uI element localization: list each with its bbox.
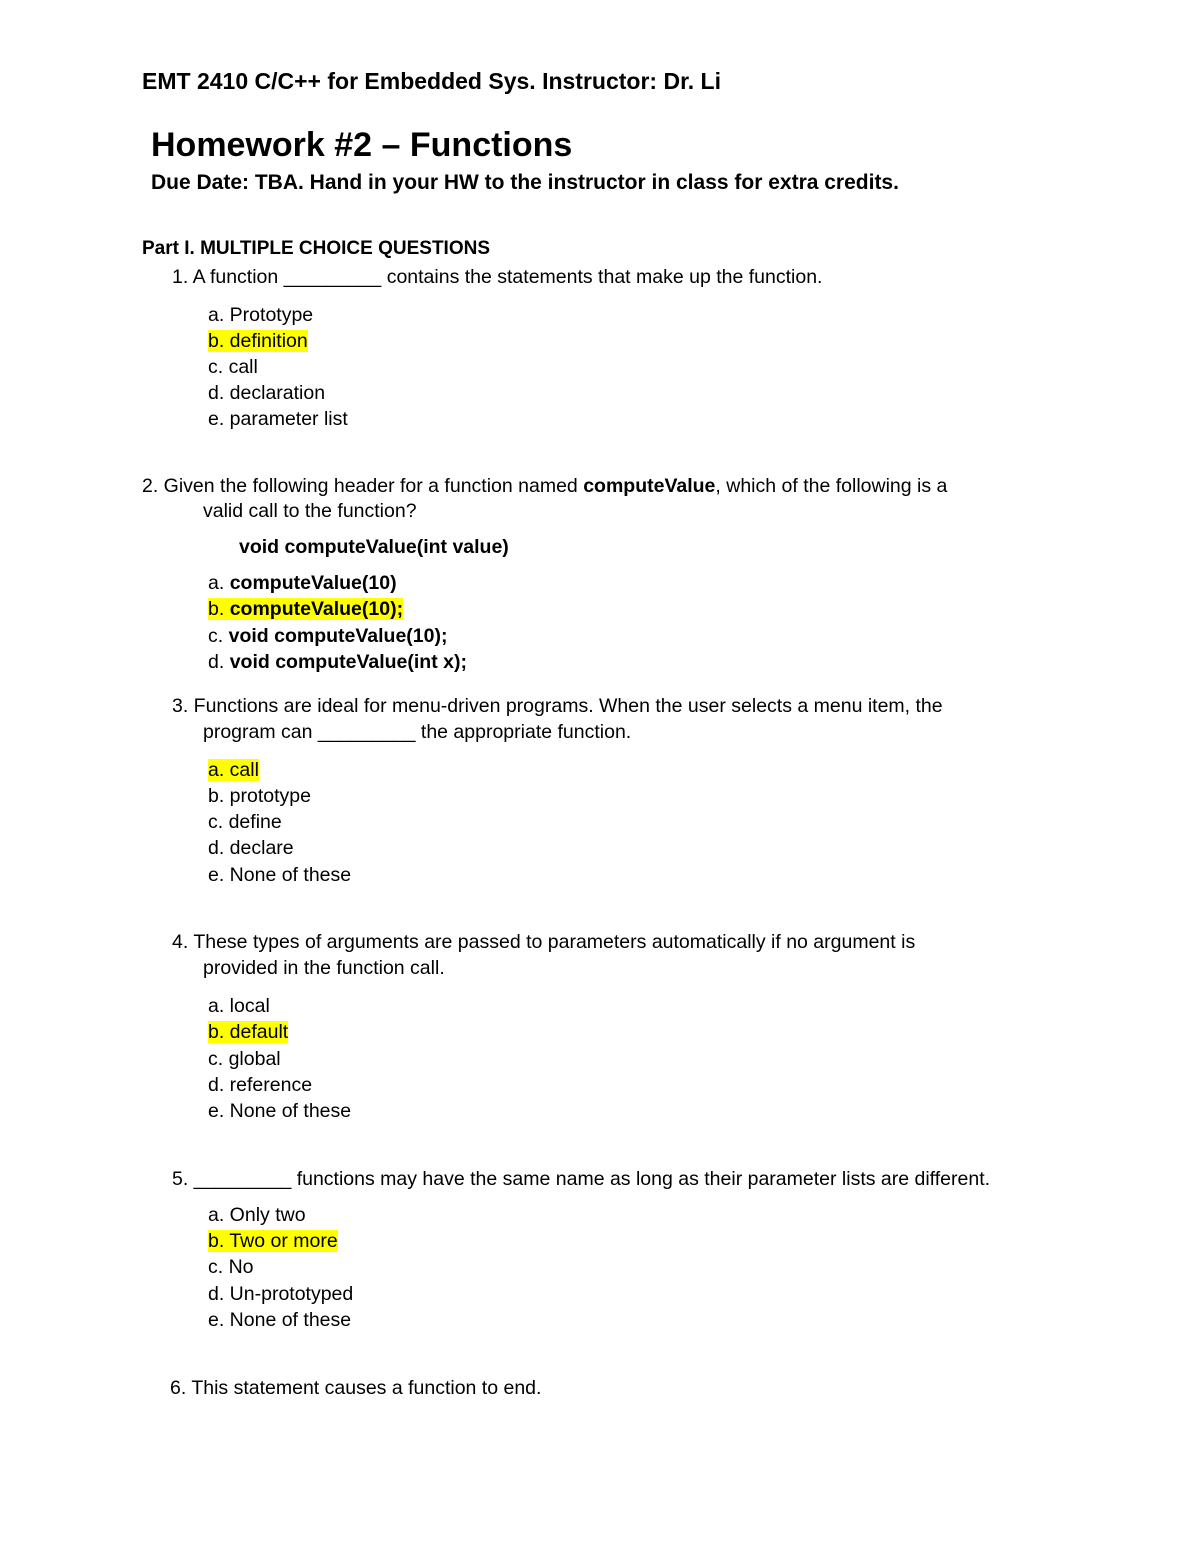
question-2-option-d (208, 649, 467, 675)
question-4-option-e (208, 1098, 351, 1124)
part-heading: Part I. MULTIPLE CHOICE QUESTIONS (142, 238, 491, 259)
option-letter: a. (208, 572, 230, 594)
question-4-option-a (208, 993, 270, 1019)
question-4-line-2: provided in the function call. (203, 957, 445, 979)
question-2-header-code: void computeValue(int value) (239, 536, 509, 558)
question-3-option-a (208, 757, 259, 783)
option-label: e. None of these (208, 1100, 352, 1122)
option-code: void computeValue(int x); (229, 651, 467, 673)
question-2-option-a (208, 570, 397, 596)
q2-text-pre: 2. Given the following header for a function named (142, 475, 584, 497)
question-1-option-d (208, 380, 325, 406)
answer-highlight: b. definition (208, 330, 308, 352)
question-5-option-d (208, 1281, 353, 1307)
option-label: c. No (208, 1256, 254, 1278)
question-4-option-b (208, 1019, 288, 1045)
question-3-line-1: 3. Functions are ideal for menu-driven programs. When the user selects a menu item, the (172, 695, 943, 717)
question-2-line-2: valid call to the function? (203, 500, 417, 522)
option-code: computeValue(10); (229, 598, 404, 620)
question-1-text: 1. A function _________ contains the statements that make up the function. (172, 266, 823, 288)
answer-highlight: b. Two or more (208, 1230, 338, 1252)
q2-function-name: computeValue (583, 475, 716, 497)
answer-highlight: a. call (208, 759, 259, 781)
option-label: a. Prototype (208, 304, 314, 326)
option-label: e. None of these (208, 864, 352, 886)
question-5-option-e (208, 1307, 351, 1333)
question-3-line-2: program can _________ the appropriate function. (203, 721, 632, 743)
answer-highlight: b. default (208, 1021, 289, 1043)
option-label: c. global (208, 1048, 281, 1070)
question-1-option-e (208, 406, 348, 432)
question-4-option-d (208, 1072, 312, 1098)
course-header: EMT 2410 C/C++ for Embedded Sys. Instructor: Dr. Li (142, 68, 721, 94)
question-3-option-c (208, 809, 282, 835)
q2-text-post: , which of the following is a (715, 475, 948, 497)
option-label: b. prototype (208, 785, 311, 807)
option-label: d. declaration (208, 382, 326, 404)
option-label: e. parameter list (208, 408, 348, 430)
question-5-option-a (208, 1202, 306, 1228)
option-label: c. define (208, 811, 282, 833)
option-letter: c. (208, 625, 229, 647)
question-1-option-a (208, 302, 313, 328)
question-4-option-c (208, 1046, 281, 1072)
question-5-option-b (208, 1228, 338, 1254)
question-2-line-1 (142, 473, 947, 499)
question-3-option-d (208, 835, 294, 861)
option-label: d. declare (208, 837, 294, 859)
answer-highlight (208, 598, 403, 620)
question-4-line-1: 4. These types of arguments are passed to parameters automatically if no argument is (172, 931, 916, 953)
option-label: e. None of these (208, 1309, 352, 1331)
question-6-text: 6. This statement causes a function to end. (170, 1377, 542, 1399)
option-label: d. reference (208, 1074, 313, 1096)
option-letter: d. (208, 651, 230, 673)
option-code: void computeValue(10); (228, 625, 448, 647)
question-1-option-b (208, 328, 308, 354)
question-3-option-e (208, 862, 351, 888)
option-label: c. call (208, 356, 258, 378)
question-1-option-c (208, 354, 258, 380)
question-2-option-c (208, 623, 447, 649)
question-3-option-b (208, 783, 311, 809)
question-2-option-b (208, 596, 403, 622)
homework-title: Homework #2 – Functions (151, 126, 573, 164)
question-5-option-c (208, 1254, 254, 1280)
option-label: a. Only two (208, 1204, 306, 1226)
option-label: a. local (208, 995, 270, 1017)
question-5-text: 5. _________ functions may have the same name as long as their parameter lists are different. (172, 1168, 991, 1190)
due-date-line: Due Date: TBA. Hand in your HW to the instructor in class for extra credits. (151, 171, 899, 194)
option-label: d. Un-prototyped (208, 1283, 354, 1305)
option-code: computeValue(10) (229, 572, 397, 594)
option-letter: b. (208, 598, 230, 620)
